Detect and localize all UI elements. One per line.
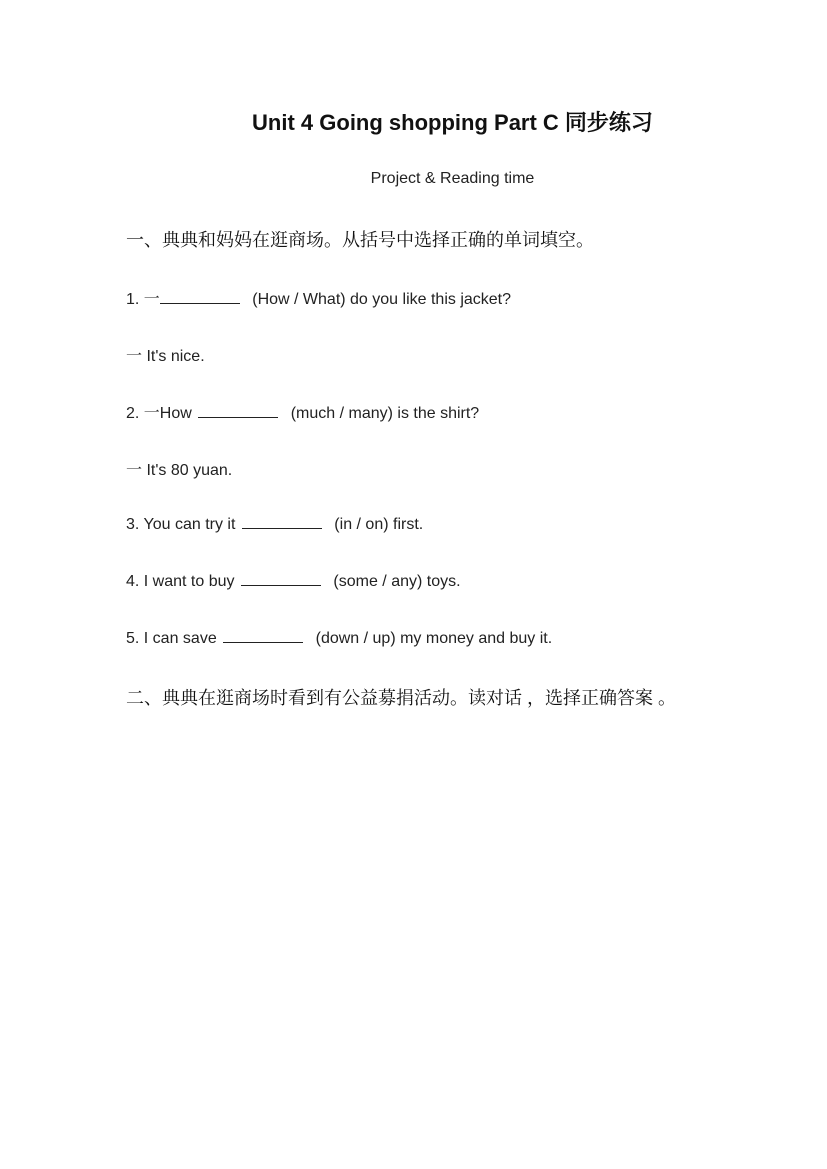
exercise-item-2 [126, 400, 479, 423]
answer-blank-1[interactable] [160, 289, 240, 304]
exercise-item-4-prefix: 4. I want to buy [126, 573, 239, 590]
exercise-item-2-suffix: (much / many) is the shirt? [286, 405, 480, 422]
answer-blank-5[interactable] [223, 628, 303, 643]
exercise-response-1: 一 It's nice. [126, 348, 205, 365]
page-title: Unit 4 Going shopping Part C 同步练习 [252, 110, 653, 135]
exercise-item-3-suffix: (in / on) first. [329, 516, 424, 533]
exercise-item-5 [126, 628, 552, 648]
exercise-item-1 [126, 286, 511, 309]
answer-blank-2[interactable] [198, 403, 278, 418]
page-subtitle: Project & Reading time [370, 170, 535, 187]
exercise-item-3 [126, 514, 423, 534]
answer-blank-4[interactable] [241, 571, 321, 586]
exercise-item-4-suffix: (some / any) toys. [328, 573, 461, 590]
exercise-item-1-prefix: 1. 一 [126, 291, 160, 308]
exercise-item-5-suffix: (down / up) my money and buy it. [311, 630, 553, 647]
answer-blank-3[interactable] [242, 514, 322, 529]
exercise-response-2: 一 It's 80 yuan. [126, 462, 233, 479]
exercise-item-4 [126, 571, 461, 591]
section-1-heading: 一、典典和妈妈在逛商场。从括号中选择正确的单词填空。 [126, 230, 594, 250]
exercise-item-5-prefix: 5. I can save [126, 630, 222, 647]
section-2-heading: 二、典典在逛商场时看到有公益募捐活动。读对话 ，选择正确答案 。 [126, 688, 676, 708]
exercise-item-1-suffix: (How / What) do you like this jacket? [247, 291, 512, 308]
exercise-item-2-prefix: 2. 一How [126, 405, 197, 422]
exercise-item-3-prefix: 3. You can try it [126, 516, 240, 533]
